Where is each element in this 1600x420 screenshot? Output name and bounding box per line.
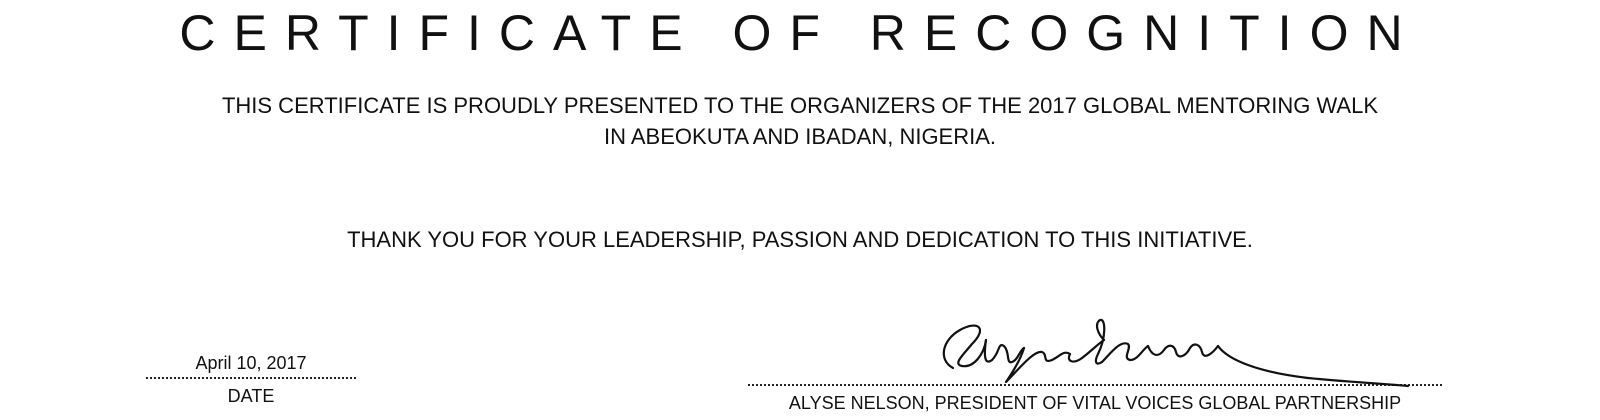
date-label: DATE: [227, 386, 275, 406]
presentation-line-2: IN ABEOKUTA AND IBADAN, NIGERIA.: [603, 124, 997, 149]
signatory-label: ALYSE NELSON, PRESIDENT OF VITAL VOICES GLOBAL PARTNERSHIP: [788, 393, 1402, 413]
thank-you-text: THANK YOU FOR YOUR LEADERSHIP, PASSION AND DEDICATION TO THIS INITIATIVE.: [347, 227, 1253, 252]
signature-dotted-line: [748, 384, 1442, 386]
presentation-line-1: THIS CERTIFICATE IS PROUDLY PRESENTED TO THE ORGANIZERS OF THE 2017 GLOBAL MENTORING WALK: [221, 93, 1379, 118]
date-dotted-line: [146, 377, 356, 379]
presentation-text: [0, 90, 1600, 152]
date-value: April 10, 2017: [195, 353, 307, 373]
date-field: [146, 352, 356, 406]
handwritten-signature: [748, 310, 1442, 390]
signature-field: [748, 310, 1442, 413]
certificate-title: CERTIFICATE OF RECOGNITION: [179, 5, 1421, 61]
